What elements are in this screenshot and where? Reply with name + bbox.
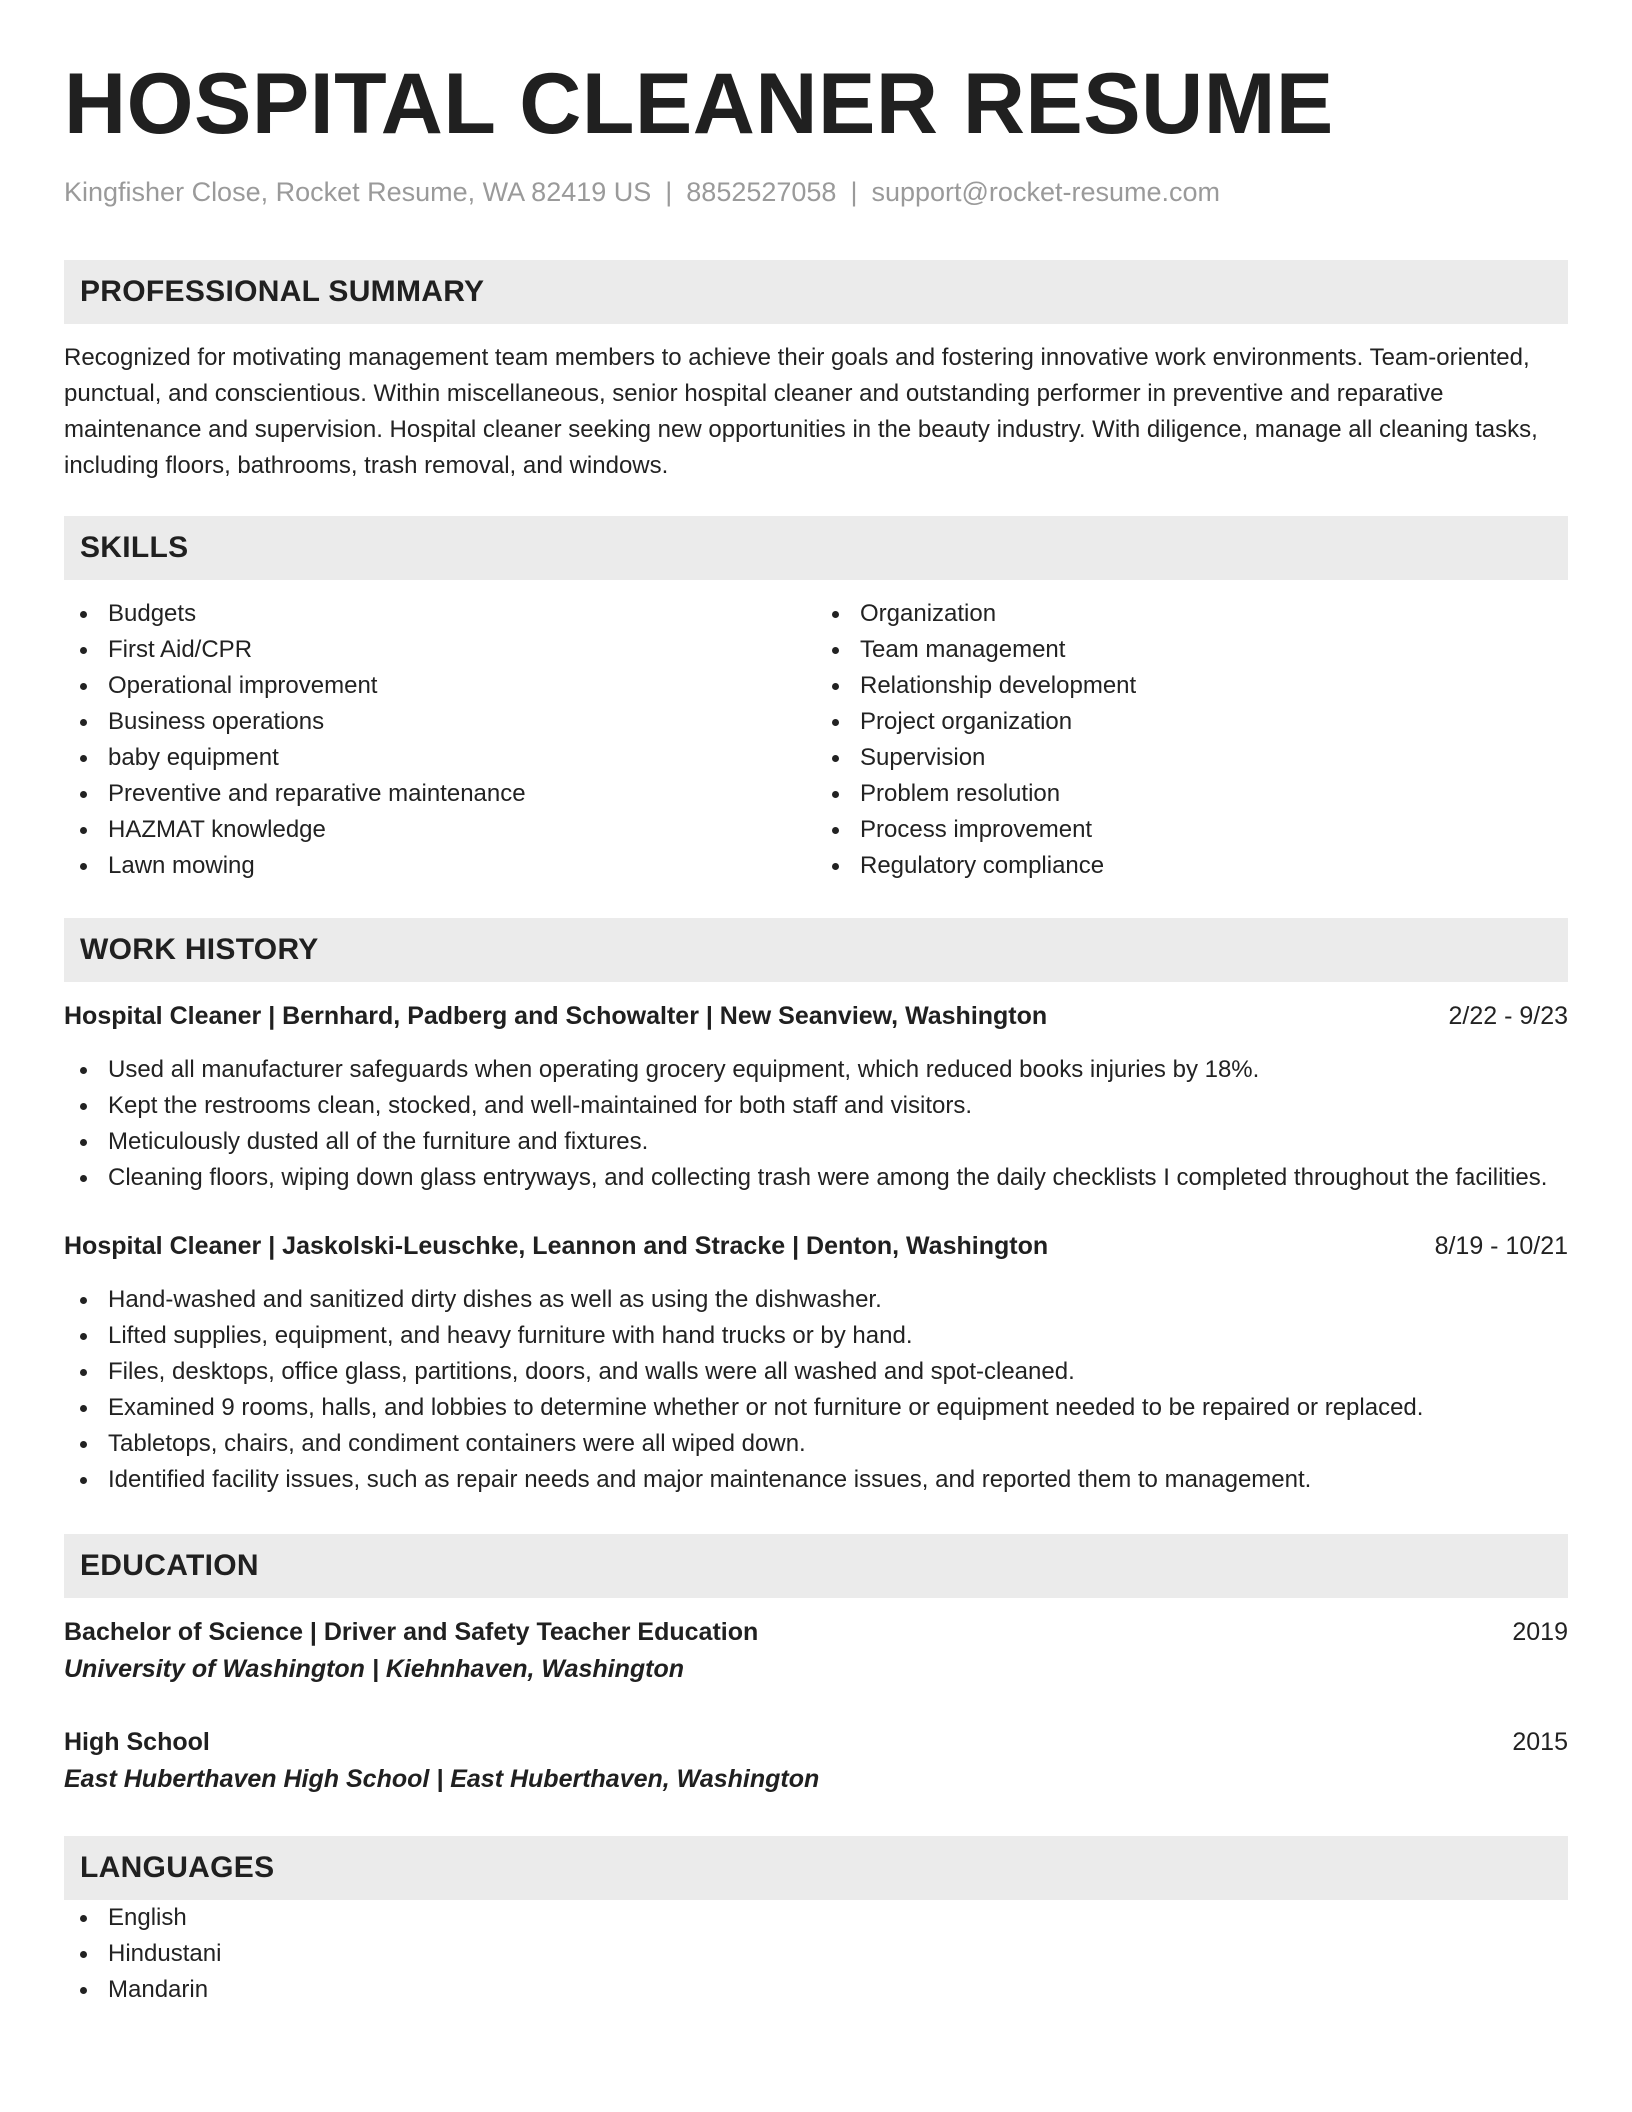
skill-item: Project organization	[816, 704, 1568, 740]
education-year: 2019	[1512, 1618, 1568, 1646]
job-header	[64, 1228, 1568, 1264]
skill-item: Team management	[816, 632, 1568, 668]
skill-item: Operational improvement	[64, 668, 816, 704]
job-bullet: Examined 9 rooms, halls, and lobbies to determine whether or not furniture or equipment needed to be repaired or replaced.	[64, 1390, 1568, 1426]
education-entry	[64, 1614, 1568, 1688]
section-heading-skills: SKILLS	[64, 516, 1568, 580]
skill-item: Regulatory compliance	[816, 848, 1568, 884]
skill-item: First Aid/CPR	[64, 632, 816, 668]
skill-item: Supervision	[816, 740, 1568, 776]
job-bullet: Kept the restrooms clean, stocked, and well-maintained for both staff and visitors.	[64, 1088, 1568, 1124]
education-school: East Huberthaven High School | East Huberthaven, Washington	[64, 1765, 820, 1793]
skills-list	[64, 596, 1568, 884]
contact-phone: 8852527058	[686, 177, 837, 207]
section-heading-education: EDUCATION	[64, 1534, 1568, 1598]
education-year: 2015	[1512, 1728, 1568, 1756]
job-bullet: Files, desktops, office glass, partitions, doors, and walls were all washed and spot-cleaned.	[64, 1354, 1568, 1390]
skill-item: Budgets	[64, 596, 816, 632]
contact-separator: |	[850, 177, 858, 207]
job-title: Hospital Cleaner | Bernhard, Padberg and Schowalter | New Seanview, Washington	[64, 1002, 1048, 1030]
section-heading-work-history: WORK HISTORY	[64, 918, 1568, 982]
contact-email: support@rocket-resume.com	[871, 177, 1220, 207]
job-bullets	[64, 1282, 1568, 1498]
job-title: Hospital Cleaner | Jaskolski-Leuschke, Leannon and Stracke | Denton, Washington	[64, 1232, 1049, 1260]
skill-item: Preventive and reparative maintenance	[64, 776, 816, 812]
job-dates: 8/19 - 10/21	[1434, 1232, 1568, 1260]
language-item: Hindustani	[64, 1936, 1568, 1972]
section-heading-summary: PROFESSIONAL SUMMARY	[64, 260, 1568, 324]
education-school: University of Washington | Kiehnhaven, Washington	[64, 1655, 685, 1683]
contact-line	[64, 174, 1568, 210]
contact-address: Kingfisher Close, Rocket Resume, WA 82419 US	[64, 177, 652, 207]
languages-list	[64, 1900, 1568, 2008]
job-bullet: Cleaning floors, wiping down glass entryways, and collecting trash were among the daily checklists I completed throughout the facilities.	[64, 1160, 1568, 1196]
skill-item: Lawn mowing	[64, 848, 816, 884]
summary-text: Recognized for motivating management team members to achieve their goals and fostering innovative work environments. Team-oriented, punctual, and conscientious. Within miscellaneous, senior hospital cleaner and outstanding performer in preventive and reparative maintenance and supervision. Hospital cleaner seeking new opportunities in the beauty industry. With diligence, manage all cleaning tasks, including floors, bathrooms, trash removal, and windows.	[64, 344, 1538, 479]
education-header	[64, 1614, 1568, 1650]
contact-separator: |	[665, 177, 673, 207]
language-item: Mandarin	[64, 1972, 1568, 2008]
job-entry	[64, 1228, 1568, 1498]
job-bullets	[64, 1052, 1568, 1196]
language-item: English	[64, 1900, 1568, 1936]
job-header	[64, 998, 1568, 1034]
job-bullet: Used all manufacturer safeguards when operating grocery equipment, which reduced books injuries by 18%.	[64, 1052, 1568, 1088]
skill-item: Organization	[816, 596, 1568, 632]
skill-item: Relationship development	[816, 668, 1568, 704]
skill-item: Problem resolution	[816, 776, 1568, 812]
job-bullet: Meticulously dusted all of the furniture and fixtures.	[64, 1124, 1568, 1160]
skills-column-right	[816, 596, 1568, 884]
skill-item: Process improvement	[816, 812, 1568, 848]
job-bullet: Lifted supplies, equipment, and heavy furniture with hand trucks or by hand.	[64, 1318, 1568, 1354]
section-heading-languages: LANGUAGES	[64, 1836, 1568, 1900]
education-entry	[64, 1724, 1568, 1798]
job-dates: 2/22 - 9/23	[1448, 1002, 1568, 1030]
job-bullet: Tabletops, chairs, and condiment containers were all wiped down.	[64, 1426, 1568, 1462]
skills-column-left	[64, 596, 816, 884]
skill-item: Business operations	[64, 704, 816, 740]
skill-item: HAZMAT knowledge	[64, 812, 816, 848]
education-degree: High School	[64, 1728, 210, 1756]
job-bullet: Identified facility issues, such as repair needs and major maintenance issues, and reported them to management.	[64, 1462, 1568, 1498]
resume-title: HOSPITAL CLEANER RESUME	[64, 56, 1334, 152]
job-bullet: Hand-washed and sanitized dirty dishes as well as using the dishwasher.	[64, 1282, 1568, 1318]
skill-item: baby equipment	[64, 740, 816, 776]
education-header	[64, 1724, 1568, 1760]
job-entry	[64, 998, 1568, 1196]
education-degree: Bachelor of Science | Driver and Safety Teacher Education	[64, 1618, 759, 1646]
